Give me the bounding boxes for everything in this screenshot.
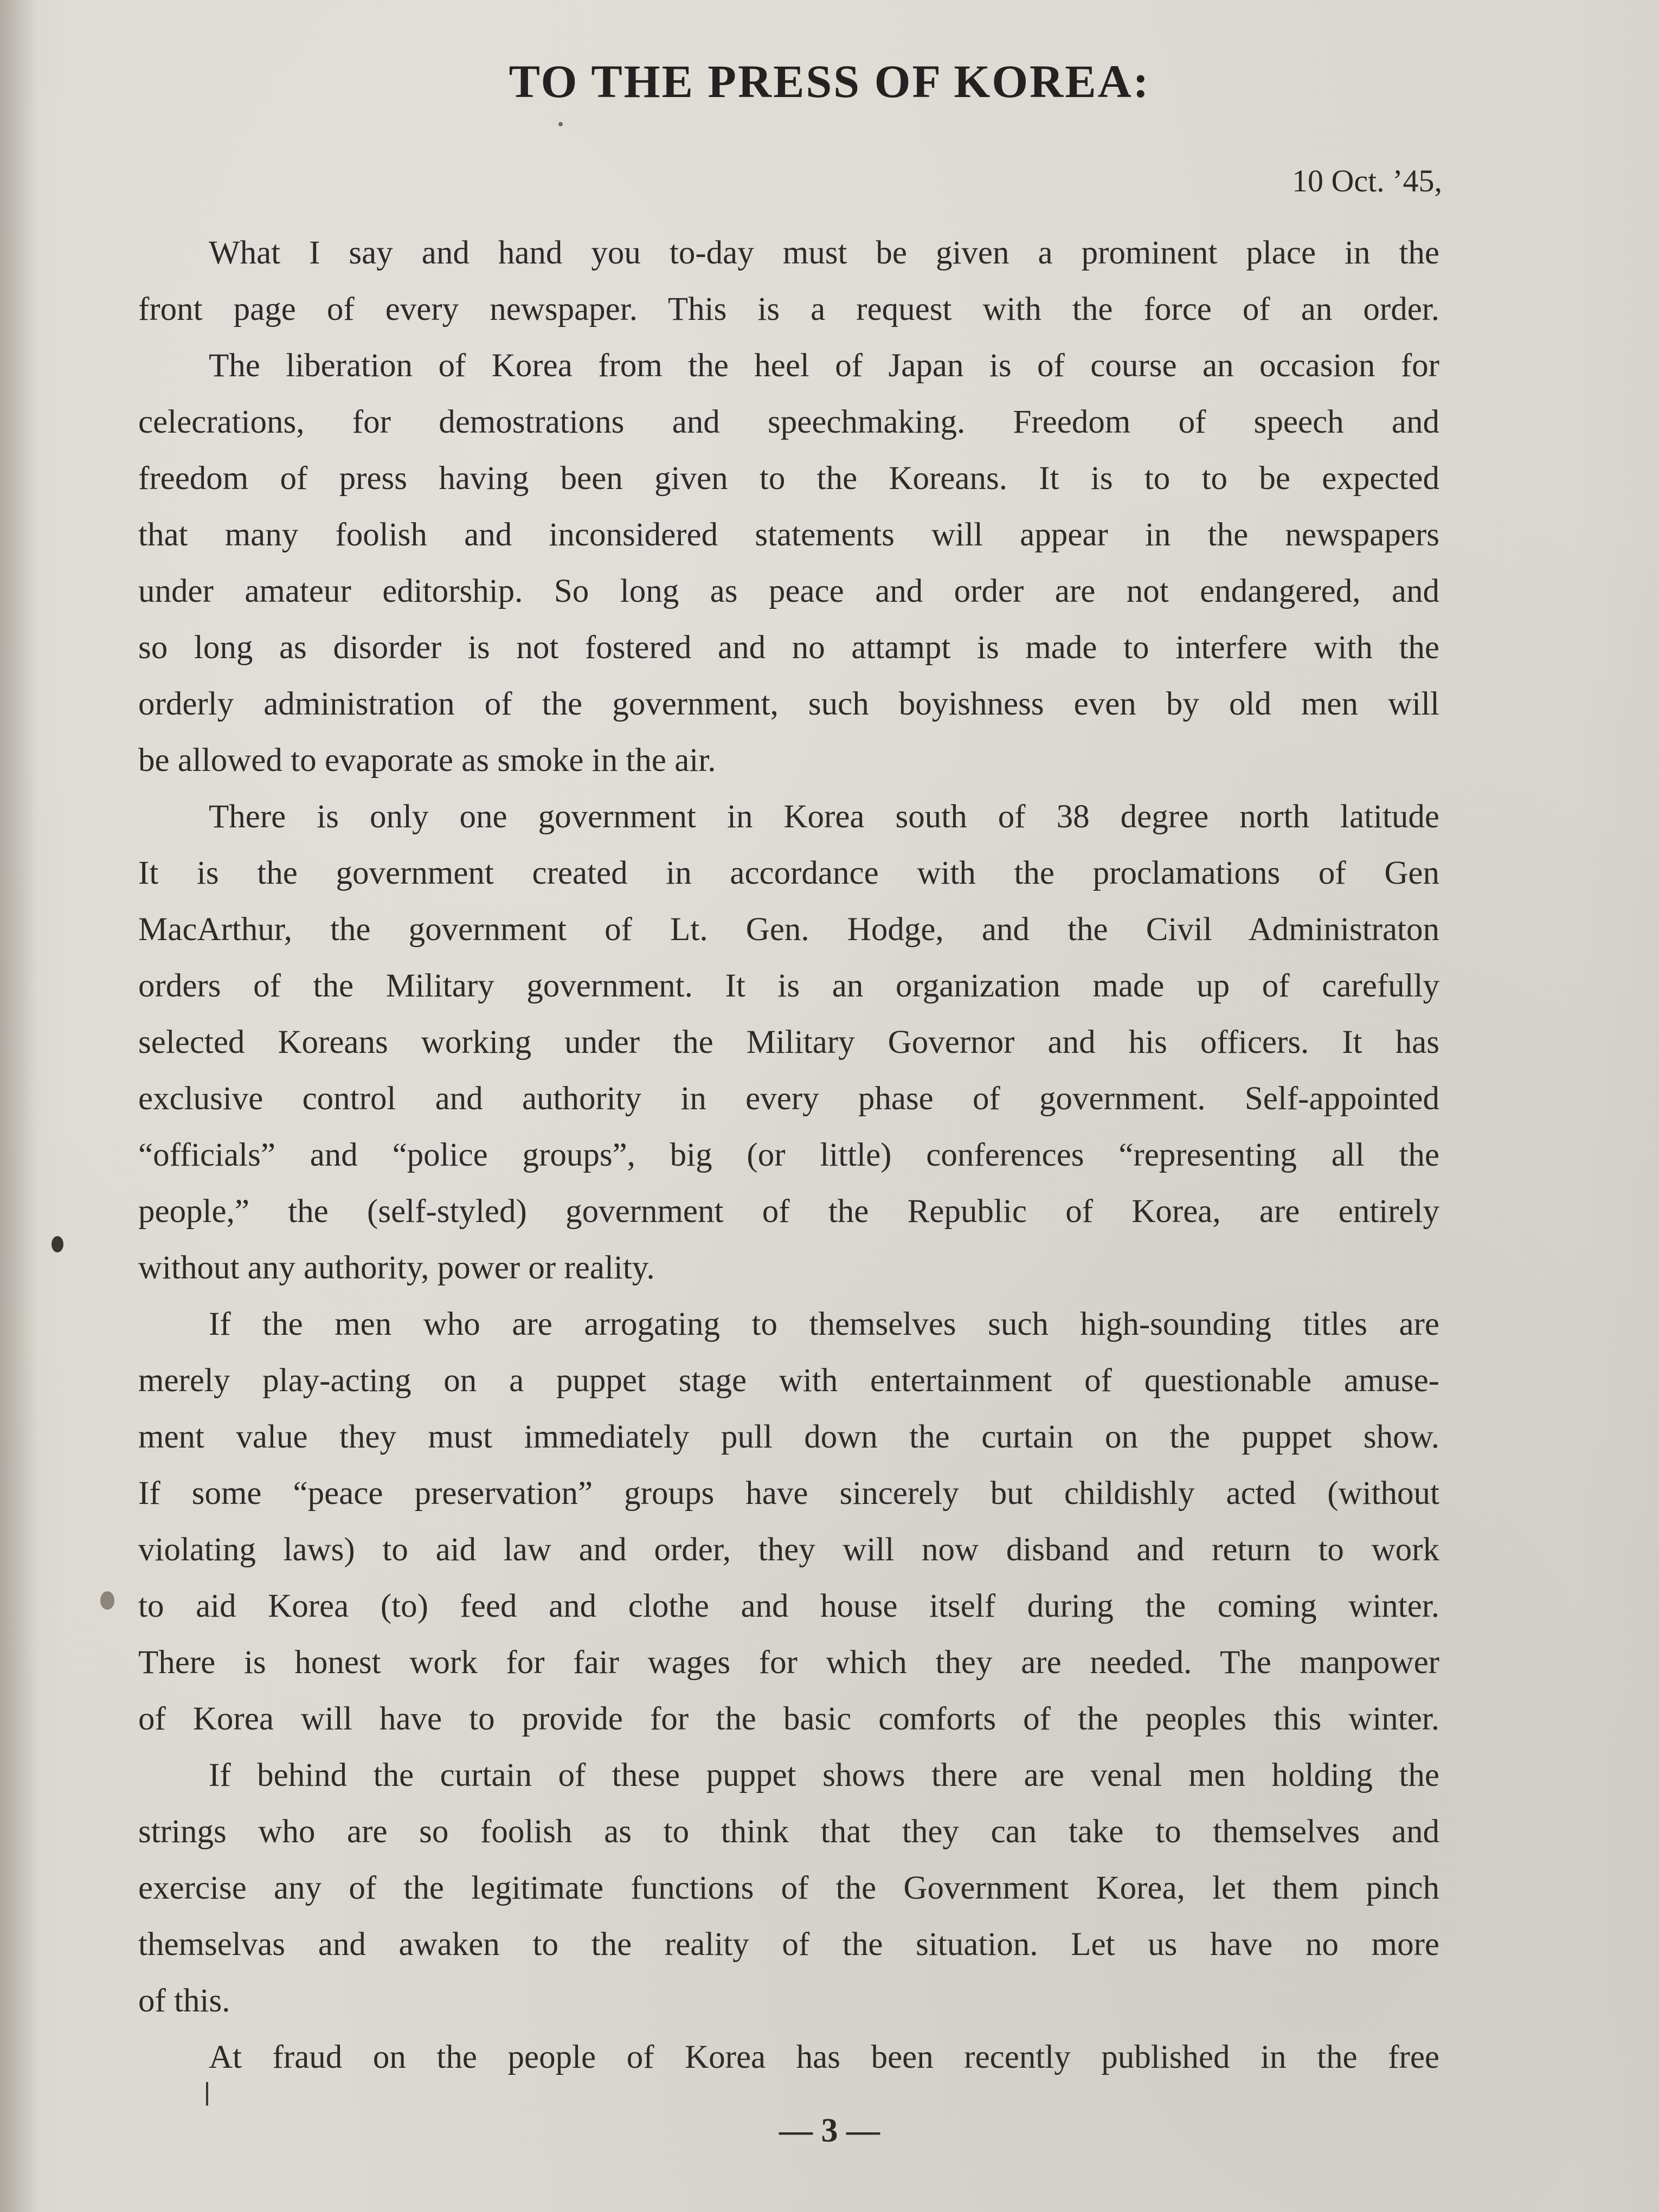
text-line: If some “peace preservation” groups have sincerely but childishly acted (without — [138, 1475, 1439, 1512]
text-line: under amateur editorship. So long as peace and order are not endangered, and — [138, 573, 1439, 609]
text-line: merely play-acting on a puppet stage with entertainment of questionable amuse- — [138, 1362, 1439, 1399]
text-line: strings who are so foolish as to think that they can take to themselves and — [138, 1814, 1439, 1850]
text-line: If behind the curtain of these puppet shows there are venal men holding the — [209, 1757, 1439, 1793]
text-line: If the men who are arrogating to themselves such high-sounding titles are — [209, 1306, 1439, 1342]
text-line: so long as disorder is not fostered and no attampt is made to interfere with the — [138, 629, 1439, 666]
text-line: ment value they must immediately pull down the curtain on the puppet show. — [138, 1419, 1439, 1455]
text-line: It is the government created in accordance with the proclamations of Gen — [138, 855, 1439, 891]
text-line: There is honest work for fair wages for which they are needed. The manpower — [138, 1644, 1439, 1681]
document-date: 10 Oct. ’45, — [1291, 163, 1442, 198]
text-line: front page of every newspaper. This is a request with the force of an order. — [138, 291, 1439, 327]
text-line: without any authority, power or reality. — [138, 1250, 655, 1286]
text-line: MacArthur, the government of Lt. Gen. Hodge, and the Civil Administraton — [138, 911, 1439, 948]
text-line: themselvas and awaken to the reality of the situation. Let us have no more — [138, 1926, 1439, 1963]
text-line: be allowed to evaporate as smoke in the air. — [138, 742, 716, 779]
text-line: orders of the Military government. It is an organization made up of carefully — [138, 968, 1439, 1004]
text-line: What I say and hand you to-day must be given a prominent place in the — [209, 235, 1439, 271]
text-line: of this. — [138, 1983, 230, 2019]
text-line: people,” the (self-styled) government of the Republic of Korea, are entirely — [138, 1193, 1439, 1230]
document-title: TO THE PRESS OF KOREA: — [509, 55, 1150, 107]
text-line: There is only one government in Korea south of 38 degree north latitude — [209, 799, 1439, 835]
paper-speck — [52, 1236, 63, 1252]
text-line: orderly administration of the government, such boyishness even by old men will — [138, 686, 1439, 722]
text-line: freedom of press having been given to the Koreans. It is to to be expected — [138, 460, 1439, 497]
text-line: “officials” and “police groups”, big (or little) conferences “representing all the — [138, 1137, 1439, 1173]
document-body — [138, 225, 1439, 2086]
page-number: — 3 — — [779, 2112, 880, 2149]
text-line: to aid Korea (to) feed and clothe and house itself during the coming winter. — [138, 1588, 1439, 1624]
text-line: violating laws) to aid law and order, they will now disband and return to work — [138, 1532, 1439, 1568]
paper-speck — [206, 2082, 208, 2106]
page-edge-shadow — [0, 0, 38, 2212]
text-line: The liberation of Korea from the heel of Japan is of course an occasion for — [209, 348, 1439, 384]
text-line: celecrations, for demostrations and speechmaking. Freedom of speech and — [138, 404, 1439, 440]
paper-speck — [100, 1591, 114, 1610]
text-line: At fraud on the people of Korea has been recently published in the free — [209, 2039, 1439, 2075]
text-line: that many foolish and inconsidered statements will appear in the newspapers — [138, 517, 1439, 553]
text-line: selected Koreans working under the Military Governor and his officers. It has — [138, 1024, 1439, 1060]
text-line: of Korea will have to provide for the basic comforts of the peoples this winter. — [138, 1701, 1439, 1737]
text-line: exclusive control and authority in every phase of government. Self-appointed — [138, 1081, 1439, 1117]
text-line: exercise any of the legitimate functions of the Government Korea, let them pinch — [138, 1870, 1439, 1906]
paper-speck — [558, 122, 563, 126]
